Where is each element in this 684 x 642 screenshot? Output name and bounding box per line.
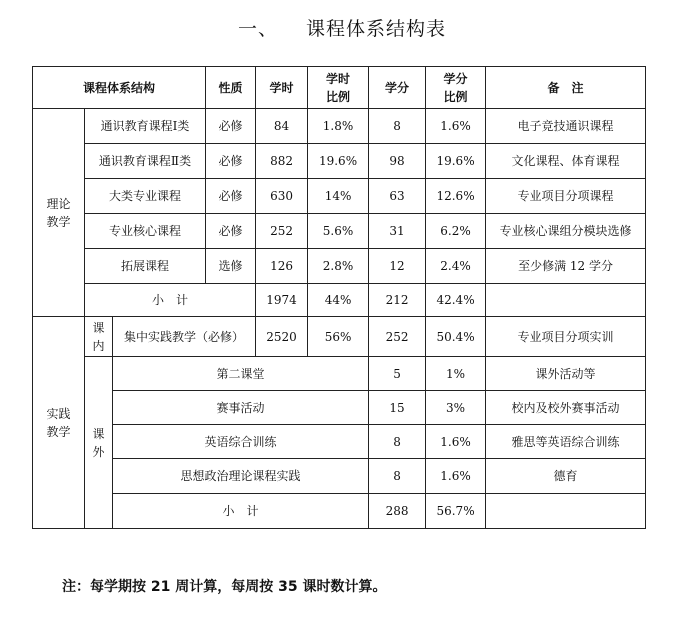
theory-label-line2: 教学: [46, 214, 71, 229]
course-hours-ratio: 2.8%: [308, 249, 369, 284]
practice-inner-row: [33, 317, 646, 357]
header-credits-ratio-line1: 学分: [443, 71, 468, 86]
table-row: [33, 357, 646, 391]
curriculum-table: [32, 66, 646, 529]
course-hours: 630: [256, 179, 308, 214]
theory-section-label: [33, 109, 85, 317]
course-credits-ratio: 1.6%: [426, 109, 486, 144]
course-name: 通识教育课程Ⅰ类: [85, 109, 206, 144]
page-title: [0, 14, 684, 41]
course-credits-ratio: 50.4%: [426, 317, 486, 357]
course-credits: 8: [369, 425, 426, 459]
subtotal-label: 小 计: [113, 494, 369, 529]
table-row: [33, 459, 646, 494]
header-credits: 学分: [369, 67, 426, 109]
title-text: 课程体系结构表: [306, 18, 447, 40]
course-hours: 2520: [256, 317, 308, 357]
subtotal-hours: 1974: [256, 284, 308, 317]
course-credits-ratio: 1%: [426, 357, 486, 391]
course-credits-ratio: 6.2%: [426, 214, 486, 249]
subtotal-remark-empty: [486, 494, 646, 529]
course-credits: 8: [369, 109, 426, 144]
practice-label-line1: 实践: [46, 406, 71, 421]
table-header-row: [33, 67, 646, 109]
inner-label-line1: 课: [92, 320, 105, 335]
course-credits: 98: [369, 144, 426, 179]
subtotal-label: 小 计: [85, 284, 256, 317]
course-credits: 5: [369, 357, 426, 391]
table-row: [33, 179, 646, 214]
course-name: 通识教育课程Ⅱ类: [85, 144, 206, 179]
course-credits: 31: [369, 214, 426, 249]
subtotal-credits: 212: [369, 284, 426, 317]
course-credits-ratio: 12.6%: [426, 179, 486, 214]
header-hours-ratio-line1: 学时: [326, 71, 351, 86]
course-credits-ratio: 3%: [426, 391, 486, 425]
course-hours-ratio: 56%: [308, 317, 369, 357]
table-row: [33, 425, 646, 459]
course-name: 第二课堂: [113, 357, 369, 391]
table-row: [33, 144, 646, 179]
course-credits: 63: [369, 179, 426, 214]
course-name: 英语综合训练: [113, 425, 369, 459]
header-nature: 性质: [206, 67, 256, 109]
header-remark: 备 注: [486, 67, 646, 109]
course-name: 专业核心课程: [85, 214, 206, 249]
course-nature: 必修: [206, 144, 256, 179]
subtotal-hours-ratio: 44%: [308, 284, 369, 317]
theory-subtotal-row: [33, 284, 646, 317]
practice-section-label: [33, 317, 85, 529]
course-remark: 至少修满 12 学分: [486, 249, 646, 284]
subtotal-credits-ratio: 56.7%: [426, 494, 486, 529]
course-remark: 课外活动等: [486, 357, 646, 391]
subtotal-credits: 288: [369, 494, 426, 529]
course-remark: 文化课程、体育课程: [486, 144, 646, 179]
footnote: 注：每学期按 21 周计算，每周按 35 课时数计算。: [62, 579, 387, 595]
course-nature: 必修: [206, 214, 256, 249]
outer-label: [85, 357, 113, 529]
course-hours-ratio: 14%: [308, 179, 369, 214]
course-nature: 必修: [206, 109, 256, 144]
course-hours-ratio: 5.6%: [308, 214, 369, 249]
outer-label-line2: 外: [92, 444, 105, 459]
outer-label-line1: 课: [92, 426, 105, 441]
practice-label-line2: 教学: [46, 424, 71, 439]
course-hours: 882: [256, 144, 308, 179]
course-credits: 12: [369, 249, 426, 284]
course-credits-ratio: 1.6%: [426, 459, 486, 494]
inner-label: [85, 317, 113, 357]
course-credits: 8: [369, 459, 426, 494]
course-remark: 校内及校外赛事活动: [486, 391, 646, 425]
course-remark: 专业项目分项实训: [486, 317, 646, 357]
title-number: 一、: [237, 18, 278, 40]
header-hours: 学时: [256, 67, 308, 109]
course-hours: 252: [256, 214, 308, 249]
course-name: 拓展课程: [85, 249, 206, 284]
header-hours-ratio: [308, 67, 369, 109]
course-name: 赛事活动: [113, 391, 369, 425]
course-name: 集中实践教学（必修）: [113, 317, 256, 357]
course-remark: 专业项目分项课程: [486, 179, 646, 214]
course-credits-ratio: 2.4%: [426, 249, 486, 284]
course-hours-ratio: 19.6%: [308, 144, 369, 179]
table-row: [33, 109, 646, 144]
course-hours-ratio: 1.8%: [308, 109, 369, 144]
table-row: [33, 249, 646, 284]
course-name: 大类专业课程: [85, 179, 206, 214]
header-credits-ratio: [426, 67, 486, 109]
course-remark: 雅思等英语综合训练: [486, 425, 646, 459]
course-credits-ratio: 19.6%: [426, 144, 486, 179]
header-hours-ratio-line2: 比例: [326, 89, 351, 104]
course-remark: 专业核心课组分模块选修: [486, 214, 646, 249]
course-credits: 252: [369, 317, 426, 357]
inner-label-line2: 内: [92, 338, 105, 353]
table-row: [33, 214, 646, 249]
course-hours: 126: [256, 249, 308, 284]
course-credits-ratio: 1.6%: [426, 425, 486, 459]
course-nature: 选修: [206, 249, 256, 284]
course-remark: 德育: [486, 459, 646, 494]
practice-subtotal-row: [33, 494, 646, 529]
course-name: 思想政治理论课程实践: [113, 459, 369, 494]
theory-label-line1: 理论: [46, 196, 71, 211]
course-nature: 必修: [206, 179, 256, 214]
subtotal-credits-ratio: 42.4%: [426, 284, 486, 317]
table-row: [33, 391, 646, 425]
header-credits-ratio-line2: 比例: [443, 89, 468, 104]
course-hours: 84: [256, 109, 308, 144]
header-structure: 课程体系结构: [33, 67, 206, 109]
course-credits: 15: [369, 391, 426, 425]
subtotal-remark-empty: [486, 284, 646, 317]
course-remark: 电子竞技通识课程: [486, 109, 646, 144]
